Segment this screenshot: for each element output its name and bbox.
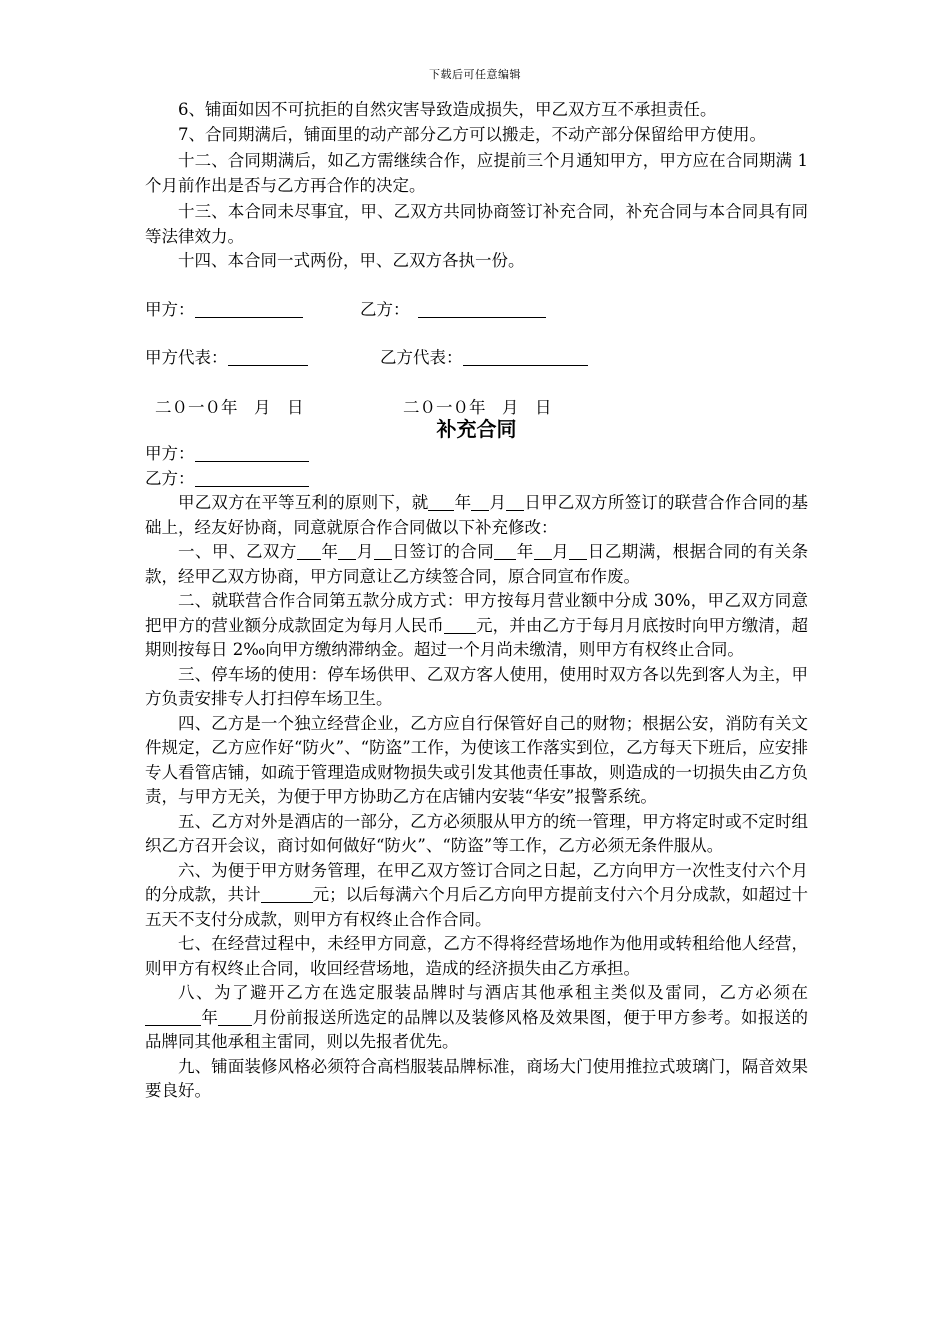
supplement-party-b: 乙方：: [145, 467, 808, 492]
party-a-signature: 甲方：: [145, 298, 303, 323]
supplement-clause-2: 二、就联营合作合同第五款分成方式：甲方按每月营业额中分成 30%，甲乙双方同意把甲方的营业额分成款固定为每月人民币 元，并由乙方于每月月底按时向甲方缴清，超期则按每日 2‰向甲方缴纳滞纳金。超过一个月尚未缴清，则甲方有权终止合同。: [145, 591, 809, 659]
representative-signature-row: [145, 346, 808, 371]
clause-7: 7、合同期满后，铺面里的动产部分乙方可以搬走，不动产部分保留给甲方使用。: [178, 124, 766, 144]
party-signature-row: [145, 298, 808, 323]
clause-12: 十二、合同期满后，如乙方需继续合作，应提前三个月通知甲方，甲方应在合同期满 1 个月前作出是否与乙方再合作的决定。: [145, 151, 808, 195]
supplement-clause-9: 九、铺面装修风格必须符合高档服装品牌标准，商场大门使用推拉式玻璃门，隔音效果要良好。: [145, 1056, 808, 1100]
supplement-intro: 甲乙双方在平等互利的原则下，就 年 月 日甲乙双方所签订的联营合作合同的基础上，经友好协商，同意就原合作合同做以下补充修改：: [145, 493, 809, 537]
supplement-clause-6: 六、为便于甲方财务管理，在甲乙双方签订合同之日起，乙方向甲方一次性支付六个月的分成款，共计 元；以后每满六个月后乙方向甲方提前支付六个月分成款，如超过十五天不支付分成款，则甲方有权终止合作合同。: [145, 860, 809, 929]
supplement-clause-4: 四、乙方是一个独立经营企业，乙方应自行保管好自己的财物；根据公安，消防有关文件规定，乙方应作好“防火”、“防盗”工作，为使该工作落实到位，乙方每天下班后，应安排专人看管店铺，如疏于管理造成财物损失或引发其他责任事故，则造成的一切损失由乙方负责，与甲方无关，为便于甲方协助乙方在店铺内安装“华安”报警系统。: [145, 713, 808, 806]
party-b-date: 二０一０年 月 日: [403, 397, 552, 417]
supplement-clause-7: 七、在经营过程中，未经甲方同意，乙方不得将经营场地作为他用或转租给他人经营，则甲方有权终止合同，收回经营场地，造成的经济损失由乙方承担。: [145, 934, 808, 978]
party-a-date: 二０一０年 月 日: [155, 397, 304, 417]
party-b-signature: 乙方：: [360, 298, 546, 323]
supplement-clause-3: 三、停车场的使用：停车场供甲、乙双方客人使用，使用时双方各以先到客人为主，甲方负责安排专人打扫停车场卫生。: [145, 664, 808, 708]
party-b-representative: 乙方代表：: [380, 346, 588, 371]
supplement-clause-5: 五、乙方对外是酒店的一部分，乙方必须服从甲方的统一管理，甲方将定时或不定时组织乙方召开会议，商讨如何做好“防火”、“防盗”等工作，乙方必须无条件服从。: [145, 811, 808, 855]
supplement-clause-1: 一、甲、乙双方 年 月 日签订的合同 年 月 日乙期满，根据合同的有关条款，经甲乙双方协商，甲方同意让乙方续签合同，原合同宣布作废。: [145, 542, 809, 586]
clause-14: 十四、本合同一式两份，甲、乙双方各执一份。: [178, 251, 525, 270]
supplement-title: 补充合同: [436, 417, 517, 441]
page-header-note: 下载后可任意编辑: [429, 68, 521, 81]
clause-6: 6、铺面如因不可抗拒的自然灾害导致造成损失，甲乙双方互不承担责任。: [178, 100, 717, 119]
document-body: [145, 98, 808, 1104]
supplement-party-a: 甲方：: [145, 442, 808, 467]
supplement-clause-8: 八、为了避开乙方在选定服装品牌时与酒店其他承租主类似及雷同，乙方必须在年 月份前报送所选定的品牌以及装修风格及效果图，便于甲方参考。如报送的品牌同其他承租主雷同，则以先报者优先。: [145, 983, 809, 1051]
clause-13: 十三、本合同未尽事宜，甲、乙双方共同协商签订补充合同，补充合同与本合同具有同等法律效力。: [145, 202, 808, 246]
party-a-representative: 甲方代表：: [145, 346, 308, 371]
date-row: [145, 396, 808, 421]
